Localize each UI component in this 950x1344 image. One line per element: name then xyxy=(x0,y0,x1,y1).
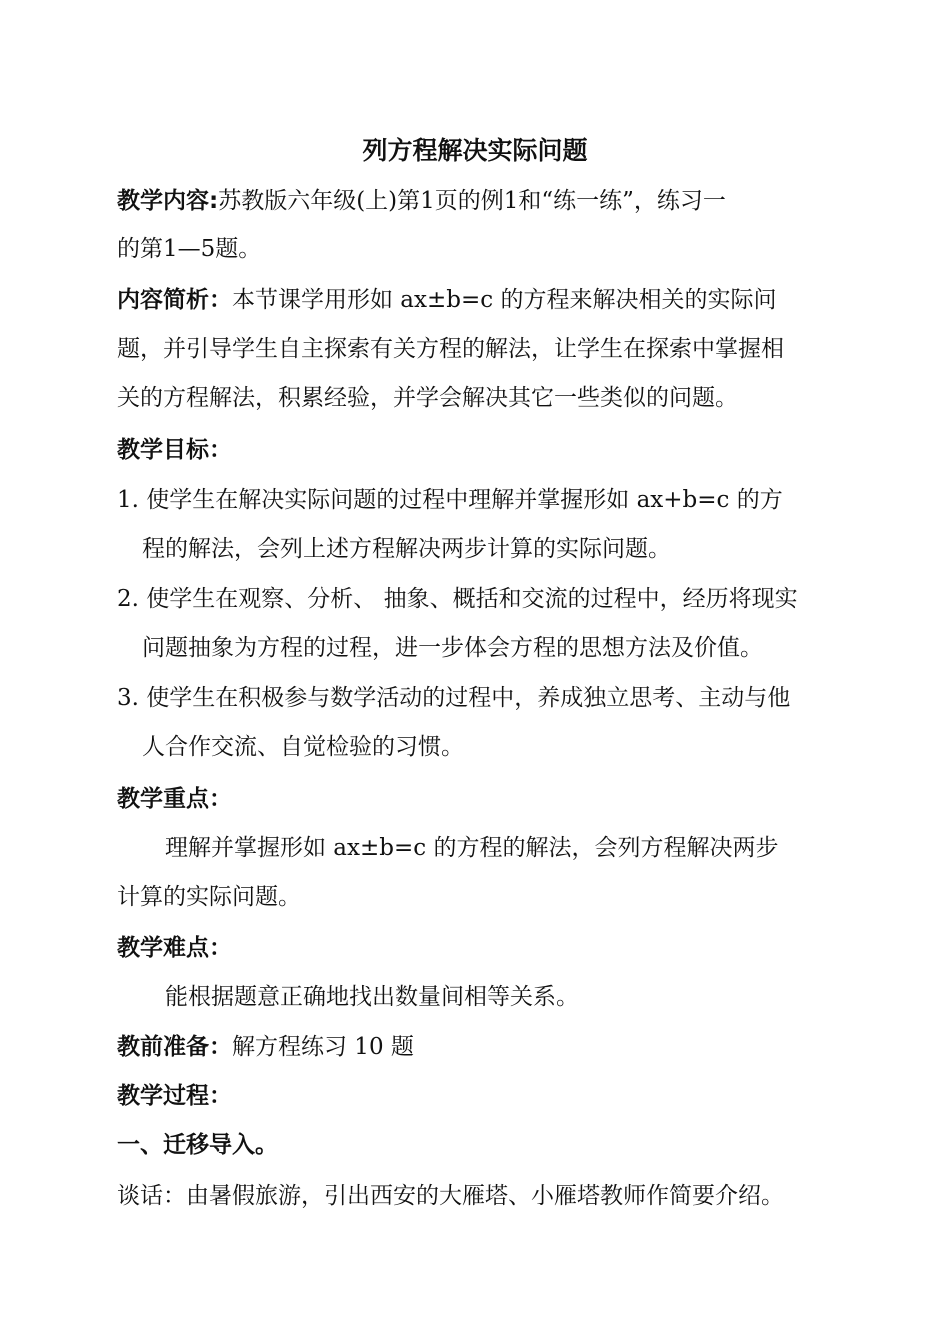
goal-3-line-2: 人合作交流、自觉检验的习惯。 xyxy=(142,734,464,760)
talk-line: 谈话：由暑假旅游，引出西安的大雁塔、小雁塔教师作简要介绍。 xyxy=(117,1183,784,1209)
analysis-label: 内容简析： xyxy=(117,287,232,313)
difficulties-label: 教学难点： xyxy=(117,935,232,961)
analysis-line-2: 题，并引导学生自主探索有关方程的解法，让学生在探索中掌握相 xyxy=(117,336,784,362)
key-points-label: 教学重点： xyxy=(117,786,232,812)
process-label: 教学过程： xyxy=(117,1083,232,1109)
key-points-line-1: 理解并掌握形如 ax±b=c 的方程的解法，会列方程解决两步 xyxy=(165,835,779,861)
content-label: 教学内容: xyxy=(117,188,219,214)
goal-1-line-1: 1. 使学生在解决实际问题的过程中理解并掌握形如 ax+b=c 的方 xyxy=(117,487,783,513)
difficulties-line-1: 能根据题意正确地找出数量间相等关系。 xyxy=(165,984,579,1010)
page-title: 列方程解决实际问题 xyxy=(362,136,588,165)
analysis-line-1 xyxy=(117,289,776,312)
preparation-label: 教前准备： xyxy=(117,1034,232,1060)
content-line-1 xyxy=(117,190,726,213)
section-1-heading: 一、迁移导入。 xyxy=(117,1132,278,1158)
key-points-line-2: 计算的实际问题。 xyxy=(117,884,301,910)
goals-label: 教学目标： xyxy=(117,437,232,463)
goal-3-line-1: 3. 使学生在积极参与数学活动的过程中，养成独立思考、主动与他 xyxy=(117,685,791,711)
goal-1-line-2: 程的解法，会列上述方程解决两步计算的实际问题。 xyxy=(142,536,671,562)
preparation-text: 解方程练习 10 题 xyxy=(232,1034,414,1060)
analysis-text-1: 本节课学用形如 ax±b=c 的方程来解决相关的实际问 xyxy=(232,287,777,313)
goal-2-line-1: 2. 使学生在观察、分析、 抽象、概括和交流的过程中，经历将现实 xyxy=(117,586,798,612)
analysis-line-3: 关的方程解法，积累经验，并学会解决其它一些类似的问题。 xyxy=(117,385,738,411)
goal-2-line-2: 问题抽象为方程的过程，进一步体会方程的思想方法及价值。 xyxy=(142,635,763,661)
content-text-1: 苏教版六年级(上)第1页的例1和“练一练”，练习一 xyxy=(218,188,726,214)
content-line-2: 的第1—5题。 xyxy=(117,236,262,262)
preparation-line xyxy=(117,1036,414,1059)
